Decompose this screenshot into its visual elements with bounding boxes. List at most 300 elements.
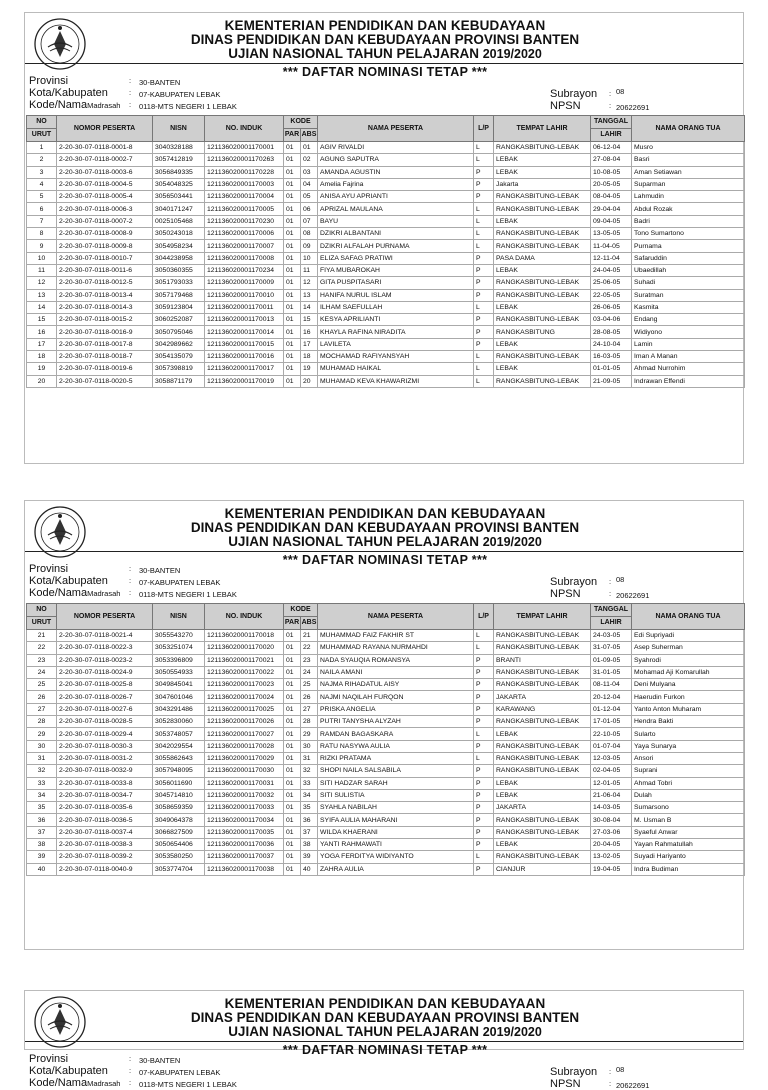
row-tempat-lahir: LEBAK: [494, 215, 591, 227]
row-no: 25: [27, 679, 57, 691]
row-lp: P: [474, 252, 494, 264]
row-tempat-lahir: RANGKASBITUNG-LEBAK: [494, 630, 591, 642]
header-ministry: KEMENTERIAN PENDIDIKAN DAN KEBUDAYAAN: [224, 996, 546, 1011]
npsn-value: 20622691: [616, 1081, 650, 1090]
row-tanggal-lahir: 22-10-05: [591, 728, 632, 740]
kota-value: 07-KABUPATEN LEBAK: [139, 578, 221, 587]
row-no: 40: [27, 863, 57, 875]
row-par: 01: [284, 363, 301, 375]
row-tempat-lahir: BRANTI: [494, 654, 591, 666]
row-tanggal-lahir: 01-07-04: [591, 740, 632, 752]
row-nama-ortu: Lahmudin: [632, 191, 745, 203]
row-nama-peserta: DZIKRI ALBANTANI: [318, 228, 474, 240]
row-no-induk: 121136020001170234: [205, 264, 284, 276]
row-nama-peserta: PRISKA ANGELIA: [318, 703, 474, 715]
row-no-induk: 121136020001170026: [205, 716, 284, 728]
col-kode: KODE: [284, 116, 318, 129]
row-no-induk: 121136020001170035: [205, 826, 284, 838]
row-nisn: 3053396809: [153, 654, 205, 666]
row-nama-peserta: SYIFA AULIA MAHARANI: [318, 814, 474, 826]
row-nama-ortu: Abdul Rozak: [632, 203, 745, 215]
table-row: [27, 740, 745, 752]
row-nisn: 3056503441: [153, 191, 205, 203]
row-nomor-peserta: 2-20-30-07-0118-0033-8: [57, 777, 153, 789]
table-row: [27, 191, 745, 203]
row-nomor-peserta: 2-20-30-07-0118-0008-9: [57, 228, 153, 240]
row-tempat-lahir: JAKARTA: [494, 691, 591, 703]
row-nomor-peserta: 2-20-30-07-0118-0011-6: [57, 264, 153, 276]
row-par: 01: [284, 203, 301, 215]
row-nomor-peserta: 2-20-30-07-0118-0012-5: [57, 277, 153, 289]
row-nama-peserta: PUTRI TANYSHA ALYZAH: [318, 716, 474, 728]
row-nama-ortu: Hendra Bakti: [632, 716, 745, 728]
row-par: 01: [284, 851, 301, 863]
row-lp: P: [474, 765, 494, 777]
row-tempat-lahir: Jakarta: [494, 178, 591, 190]
row-lp: L: [474, 215, 494, 227]
table-row: [27, 363, 745, 375]
col-nama-ortu: NAMA ORANG TUA: [632, 604, 745, 630]
subrayon-value: 08: [616, 575, 625, 584]
row-lp: P: [474, 178, 494, 190]
row-abs: 31: [301, 752, 318, 764]
table-row: [27, 154, 745, 166]
row-tempat-lahir: LEBAK: [494, 789, 591, 801]
provinsi-colon: :: [129, 1054, 132, 1063]
col-no: NO: [27, 604, 57, 617]
row-par: 01: [284, 642, 301, 654]
row-abs: 14: [301, 301, 318, 313]
npsn-value: 20622691: [616, 103, 650, 112]
kota-colon: :: [129, 1066, 132, 1075]
kode-value: 0118-MTS NEGERI 1 LEBAK: [139, 590, 237, 599]
row-abs: 12: [301, 277, 318, 289]
row-lp: L: [474, 228, 494, 240]
row-tanggal-lahir: 21-09-05: [591, 375, 632, 387]
row-nisn: 3050795046: [153, 326, 205, 338]
row-abs: 30: [301, 740, 318, 752]
row-abs: 23: [301, 654, 318, 666]
row-lp: L: [474, 203, 494, 215]
row-tempat-lahir: RANGKASBITUNG-LEBAK: [494, 765, 591, 777]
kota-colon: :: [129, 88, 132, 97]
npsn-label: NPSN: [550, 1078, 581, 1090]
row-no: 24: [27, 666, 57, 678]
row-no-induk: 121136020001170017: [205, 363, 284, 375]
table-row: [27, 716, 745, 728]
row-nama-peserta: SITI HADZAR SARAH: [318, 777, 474, 789]
row-nama-peserta: APRIZAL MAULANA: [318, 203, 474, 215]
nominee-table: [26, 603, 745, 876]
row-nama-ortu: Yaya Sunarya: [632, 740, 745, 752]
row-lp: P: [474, 802, 494, 814]
row-no-induk: 121136020001170036: [205, 839, 284, 851]
row-abs: 06: [301, 203, 318, 215]
row-nomor-peserta: 2-20-30-07-0118-0039-2: [57, 851, 153, 863]
kota-label: Kota/Kabupaten: [29, 87, 108, 99]
row-nama-ortu: Endang: [632, 314, 745, 326]
row-nisn: 3054958234: [153, 240, 205, 252]
row-nisn: 3042029554: [153, 740, 205, 752]
provinsi-value: 30-BANTEN: [139, 1056, 181, 1065]
table-row: [27, 178, 745, 190]
row-nama-ortu: Indrawan Effendi: [632, 375, 745, 387]
header-office: DINAS PENDIDIKAN DAN KEBUDAYAAN PROVINSI BANTEN: [190, 520, 580, 535]
row-lp: P: [474, 789, 494, 801]
row-tanggal-lahir: 24-03-05: [591, 630, 632, 642]
table-row: [27, 338, 745, 350]
table-row: [27, 166, 745, 178]
row-nama-ortu: Basri: [632, 154, 745, 166]
col-tempat-lahir: TEMPAT LAHIR: [494, 604, 591, 630]
row-par: 01: [284, 191, 301, 203]
row-nomor-peserta: 2-20-30-07-0118-0024-9: [57, 666, 153, 678]
row-no: 29: [27, 728, 57, 740]
table-row: [27, 789, 745, 801]
row-nomor-peserta: 2-20-30-07-0118-0013-4: [57, 289, 153, 301]
row-nama-ortu: Ahmad Nurrohim: [632, 363, 745, 375]
row-no: 31: [27, 752, 57, 764]
row-nisn: 3042989662: [153, 338, 205, 350]
row-par: 01: [284, 691, 301, 703]
row-nama-ortu: Aman Setiawan: [632, 166, 745, 178]
row-nomor-peserta: 2-20-30-07-0118-0025-8: [57, 679, 153, 691]
row-nisn: 3056849335: [153, 166, 205, 178]
table-row: [27, 752, 745, 764]
row-no-induk: 121136020001170007: [205, 240, 284, 252]
kode-colon: :: [129, 100, 132, 109]
row-lp: P: [474, 814, 494, 826]
row-par: 01: [284, 215, 301, 227]
kode-colon: :: [129, 588, 132, 597]
col-tempat-lahir: TEMPAT LAHIR: [494, 116, 591, 142]
row-nisn: 3044238958: [153, 252, 205, 264]
row-no: 2: [27, 154, 57, 166]
row-nama-ortu: Indra Budiman: [632, 863, 745, 875]
row-nisn: 3049845041: [153, 679, 205, 691]
row-nomor-peserta: 2-20-30-07-0118-0010-7: [57, 252, 153, 264]
row-lp: L: [474, 752, 494, 764]
row-par: 01: [284, 228, 301, 240]
row-nisn: 3050554933: [153, 666, 205, 678]
row-nama-peserta: YANTI RAHMAWATI: [318, 839, 474, 851]
col-lp: L/P: [474, 604, 494, 630]
header-divider: [25, 1041, 743, 1042]
provinsi-label: Provinsi: [29, 75, 69, 87]
col-par: PAR: [284, 617, 301, 630]
provinsi-value: 30-BANTEN: [139, 566, 181, 575]
col-no-induk: NO. INDUK: [205, 116, 284, 142]
row-no: 19: [27, 363, 57, 375]
row-no: 26: [27, 691, 57, 703]
row-tanggal-lahir: 26-06-05: [591, 301, 632, 313]
row-tempat-lahir: LEBAK: [494, 777, 591, 789]
col-tanggal: TANGGAL: [591, 604, 632, 617]
row-nomor-peserta: 2-20-30-07-0118-0022-3: [57, 642, 153, 654]
row-nama-peserta: SYAHLA NABILAH: [318, 802, 474, 814]
row-tempat-lahir: RANGKASBITUNG-LEBAK: [494, 716, 591, 728]
table-row: [27, 203, 745, 215]
row-nama-peserta: MUHAMMAD FAIZ FAKHIR ST: [318, 630, 474, 642]
row-nomor-peserta: 2-20-30-07-0118-0027-6: [57, 703, 153, 715]
row-no-induk: 121136020001170263: [205, 154, 284, 166]
kode-value: 0118-MTS NEGERI 1 LEBAK: [139, 102, 237, 111]
row-no: 30: [27, 740, 57, 752]
row-tanggal-lahir: 21-06-04: [591, 789, 632, 801]
row-nama-peserta: ZAHRA AULIA: [318, 863, 474, 875]
table-row: [27, 314, 745, 326]
header-exam: UJIAN NASIONAL TAHUN PELAJARAN 2019/2020: [228, 1024, 542, 1039]
row-tempat-lahir: LEBAK: [494, 728, 591, 740]
row-tempat-lahir: CIANJUR: [494, 863, 591, 875]
row-tempat-lahir: RANGKASBITUNG-LEBAK: [494, 240, 591, 252]
row-lp: L: [474, 728, 494, 740]
row-nama-peserta: YOGA FERDITYA WIDIYANTO: [318, 851, 474, 863]
row-lp: P: [474, 691, 494, 703]
provinsi-label: Provinsi: [29, 563, 69, 575]
row-nomor-peserta: 2-20-30-07-0118-0016-9: [57, 326, 153, 338]
row-nisn: 3050243018: [153, 228, 205, 240]
row-par: 01: [284, 728, 301, 740]
row-nama-peserta: AGUNG SAPUTRA: [318, 154, 474, 166]
table-row: [27, 351, 745, 363]
row-no-induk: 121136020001170019: [205, 375, 284, 387]
kota-value: 07-KABUPATEN LEBAK: [139, 90, 221, 99]
row-nama-peserta: LAVILETA: [318, 338, 474, 350]
row-nama-peserta: RIZKI PRATAMA: [318, 752, 474, 764]
col-nama-peserta: NAMA PESERTA: [318, 116, 474, 142]
row-lp: P: [474, 777, 494, 789]
page-1: [24, 12, 744, 464]
row-nama-peserta: AGIV RIVALDI: [318, 142, 474, 154]
row-abs: 37: [301, 826, 318, 838]
row-tanggal-lahir: 20-12-04: [591, 691, 632, 703]
row-par: 01: [284, 166, 301, 178]
table-row: [27, 375, 745, 387]
page-3-partial: [24, 990, 744, 1090]
row-no-induk: 121136020001170023: [205, 679, 284, 691]
row-tempat-lahir: RANGKASBITUNG-LEBAK: [494, 191, 591, 203]
row-nama-peserta: NADA SYAUQIA ROMANSYA: [318, 654, 474, 666]
row-no: 21: [27, 630, 57, 642]
row-nisn: 3057398819: [153, 363, 205, 375]
table-row: [27, 289, 745, 301]
row-abs: 27: [301, 703, 318, 715]
row-lp: P: [474, 826, 494, 838]
col-urut: URUT: [27, 129, 57, 142]
row-par: 01: [284, 679, 301, 691]
row-no-induk: 121136020001170010: [205, 289, 284, 301]
row-nama-ortu: Sumarsono: [632, 802, 745, 814]
table-row: [27, 839, 745, 851]
row-tempat-lahir: LEBAK: [494, 301, 591, 313]
row-nama-peserta: WILDA KHAERANI: [318, 826, 474, 838]
row-nama-peserta: SHOPI NAILA SALSABILA: [318, 765, 474, 777]
row-abs: 33: [301, 777, 318, 789]
row-tempat-lahir: RANGKASBITUNG-LEBAK: [494, 666, 591, 678]
row-abs: 16: [301, 326, 318, 338]
row-nomor-peserta: 2-20-30-07-0118-0007-2: [57, 215, 153, 227]
row-no: 15: [27, 314, 57, 326]
row-no-induk: 121136020001170005: [205, 203, 284, 215]
row-nama-peserta: KHAYLA RAFINA NIRADITA: [318, 326, 474, 338]
row-lp: L: [474, 301, 494, 313]
row-no: 34: [27, 789, 57, 801]
row-tempat-lahir: PASA DAMA: [494, 252, 591, 264]
row-nama-peserta: ANISA AYU APRIANTI: [318, 191, 474, 203]
table-row: [27, 765, 745, 777]
row-abs: 24: [301, 666, 318, 678]
header-ministry: KEMENTERIAN PENDIDIKAN DAN KEBUDAYAAN: [224, 506, 546, 521]
kota-colon: :: [129, 576, 132, 585]
row-nisn: 3051793033: [153, 277, 205, 289]
row-abs: 25: [301, 679, 318, 691]
row-par: 01: [284, 802, 301, 814]
row-nisn: 3055862643: [153, 752, 205, 764]
subrayon-value: 08: [616, 1065, 625, 1074]
row-no: 11: [27, 264, 57, 276]
row-nama-ortu: Iman A Manan: [632, 351, 745, 363]
row-nisn: 3056011690: [153, 777, 205, 789]
row-abs: 13: [301, 289, 318, 301]
page-2: [24, 500, 744, 950]
row-tanggal-lahir: 27-03-06: [591, 826, 632, 838]
row-nisn: 3043291486: [153, 703, 205, 715]
col-abs: ABS: [301, 617, 318, 630]
row-nomor-peserta: 2-20-30-07-0118-0029-4: [57, 728, 153, 740]
row-tanggal-lahir: 01-12-04: [591, 703, 632, 715]
row-tempat-lahir: RANGKASBITUNG-LEBAK: [494, 314, 591, 326]
row-tanggal-lahir: 28-08-05: [591, 326, 632, 338]
nominee-table: [26, 115, 745, 388]
kode-value: 0118-MTS NEGERI 1 LEBAK: [139, 1080, 237, 1089]
row-tempat-lahir: RANGKASBITUNG-LEBAK: [494, 277, 591, 289]
row-par: 01: [284, 289, 301, 301]
row-nomor-peserta: 2-20-30-07-0118-0015-2: [57, 314, 153, 326]
row-lp: P: [474, 679, 494, 691]
row-lp: P: [474, 166, 494, 178]
provinsi-colon: :: [129, 564, 132, 573]
row-no-induk: 121136020001170001: [205, 142, 284, 154]
col-kode: KODE: [284, 604, 318, 617]
row-abs: 34: [301, 789, 318, 801]
row-tanggal-lahir: 11-04-05: [591, 240, 632, 252]
row-no: 38: [27, 839, 57, 851]
row-no: 3: [27, 166, 57, 178]
kode-label: Kode/NamaMadrasah: [29, 587, 121, 599]
table-row: [27, 679, 745, 691]
row-tempat-lahir: RANGKASBITUNG-LEBAK: [494, 289, 591, 301]
row-no: 23: [27, 654, 57, 666]
row-tanggal-lahir: 30-08-04: [591, 814, 632, 826]
row-par: 01: [284, 630, 301, 642]
col-nisn: NISN: [153, 604, 205, 630]
row-abs: 01: [301, 142, 318, 154]
row-nomor-peserta: 2-20-30-07-0118-0028-5: [57, 716, 153, 728]
row-nama-peserta: RAMDAN BAGASKARA: [318, 728, 474, 740]
row-nama-ortu: Ahmad Tobri: [632, 777, 745, 789]
row-nama-ortu: Yayan Rahmatullah: [632, 839, 745, 851]
row-nisn: 3066827509: [153, 826, 205, 838]
row-par: 01: [284, 154, 301, 166]
row-nomor-peserta: 2-20-30-07-0118-0006-3: [57, 203, 153, 215]
row-nama-peserta: SITI SULISTIA: [318, 789, 474, 801]
row-nama-ortu: Widiyono: [632, 326, 745, 338]
row-tanggal-lahir: 06-12-04: [591, 142, 632, 154]
row-no: 5: [27, 191, 57, 203]
row-no-induk: 121136020001170037: [205, 851, 284, 863]
row-tanggal-lahir: 20-04-05: [591, 839, 632, 851]
row-par: 01: [284, 765, 301, 777]
row-nomor-peserta: 2-20-30-07-0118-0023-2: [57, 654, 153, 666]
kode-colon: :: [129, 1078, 132, 1087]
list-title: *** DAFTAR NOMINASI TETAP ***: [282, 553, 488, 567]
row-no: 7: [27, 215, 57, 227]
provinsi-label: Provinsi: [29, 1053, 69, 1065]
table-row: [27, 863, 745, 875]
row-no: 35: [27, 802, 57, 814]
row-nama-ortu: Lamin: [632, 338, 745, 350]
row-abs: 11: [301, 264, 318, 276]
row-lp: P: [474, 654, 494, 666]
npsn-colon: :: [609, 1079, 612, 1088]
row-no-induk: 121136020001170228: [205, 166, 284, 178]
row-nomor-peserta: 2-20-30-07-0118-0040-9: [57, 863, 153, 875]
row-nama-ortu: Suhadi: [632, 277, 745, 289]
row-nama-ortu: Suparman: [632, 178, 745, 190]
row-tempat-lahir: JAKARTA: [494, 802, 591, 814]
row-nisn: 3052830060: [153, 716, 205, 728]
row-no-induk: 121136020001170008: [205, 252, 284, 264]
row-tanggal-lahir: 10-08-05: [591, 166, 632, 178]
row-nama-peserta: MUHAMAD HAIKAL: [318, 363, 474, 375]
row-par: 01: [284, 314, 301, 326]
row-abs: 05: [301, 191, 318, 203]
row-par: 01: [284, 752, 301, 764]
row-nisn: 3058871179: [153, 375, 205, 387]
table-row: [27, 691, 745, 703]
row-nama-peserta: ILHAM SAEFULLAH: [318, 301, 474, 313]
col-nisn: NISN: [153, 116, 205, 142]
row-nomor-peserta: 2-20-30-07-0118-0002-7: [57, 154, 153, 166]
col-nama-peserta: NAMA PESERTA: [318, 604, 474, 630]
row-tempat-lahir: LEBAK: [494, 264, 591, 276]
row-nama-peserta: FIYA MUBAROKAH: [318, 264, 474, 276]
subrayon-colon: :: [609, 577, 612, 586]
row-no-induk: 121136020001170013: [205, 314, 284, 326]
row-no: 12: [27, 277, 57, 289]
table-row: [27, 728, 745, 740]
subrayon-label: Subrayon: [550, 1066, 598, 1078]
row-lp: P: [474, 326, 494, 338]
table-row: [27, 826, 745, 838]
row-tanggal-lahir: 29-04-04: [591, 203, 632, 215]
row-par: 01: [284, 301, 301, 313]
row-nomor-peserta: 2-20-30-07-0118-0020-5: [57, 375, 153, 387]
row-abs: 38: [301, 839, 318, 851]
col-abs: ABS: [301, 129, 318, 142]
row-nama-ortu: Sularto: [632, 728, 745, 740]
header-divider: [25, 63, 743, 64]
row-abs: 21: [301, 630, 318, 642]
row-tanggal-lahir: 27-08-04: [591, 154, 632, 166]
row-tanggal-lahir: 24-04-05: [591, 264, 632, 276]
row-nisn: 3049064378: [153, 814, 205, 826]
row-lp: P: [474, 666, 494, 678]
row-nisn: 3040171247: [153, 203, 205, 215]
row-no: 28: [27, 716, 57, 728]
col-nama-ortu: NAMA ORANG TUA: [632, 116, 745, 142]
